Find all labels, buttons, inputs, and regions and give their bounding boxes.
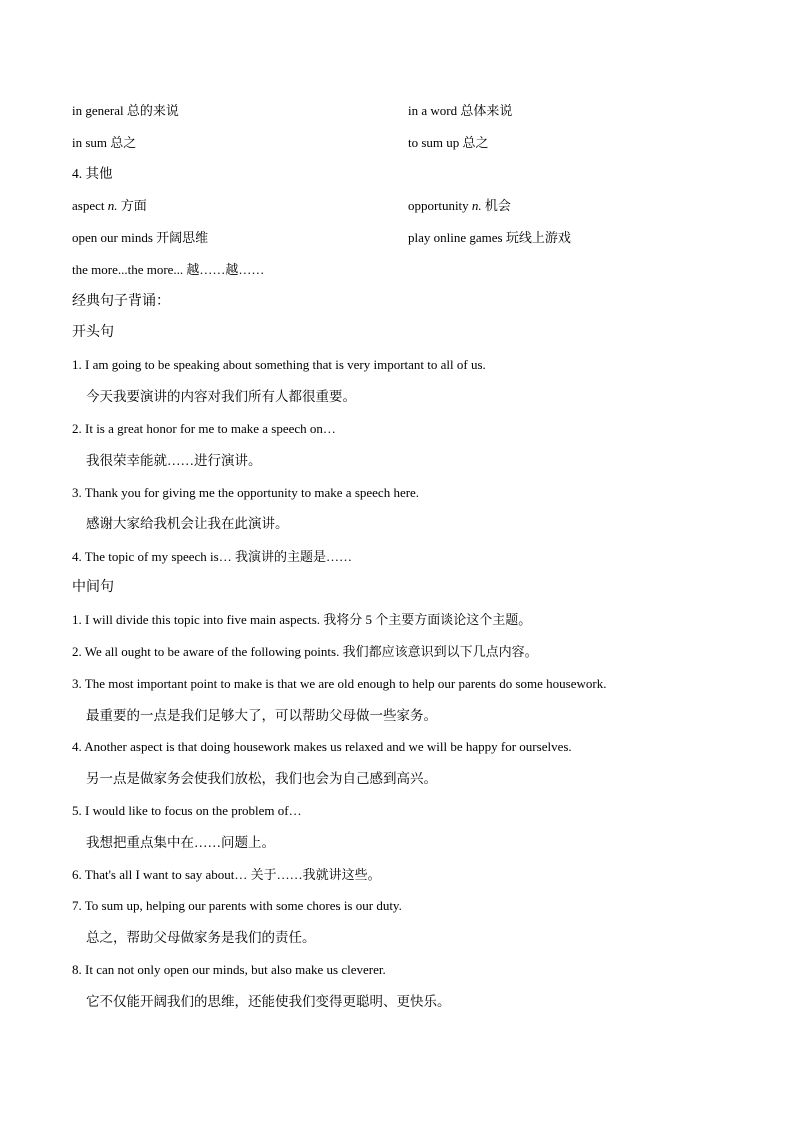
middle-sentence-3-en: 3. The most important point to make is that we are old enough to help our parents do some housework.: [72, 676, 607, 691]
middle-sentence-8-en: 8. It can not only open our minds, but also make us cleverer.: [72, 962, 386, 977]
section-other-heading: 4. 其他: [72, 166, 113, 181]
middle-sentence-6: 6. That's all I want to say about… 关于……我就讲这些。: [72, 867, 381, 882]
phrase-to-sum-up: to sum up 总之: [408, 135, 489, 150]
opening-sentence-3-en: 3. Thank you for giving me the opportunity to make a speech here.: [72, 485, 420, 500]
phrase-in-general: in general 总的来说: [72, 103, 179, 118]
phrase-in-sum: in sum 总之: [72, 135, 137, 150]
word-aspect: [72, 198, 147, 214]
word-opportunity-meaning: 机会: [481, 198, 511, 213]
phrase-the-more: the more...the more... 越……越……: [72, 262, 265, 277]
middle-sentence-5-en: 5. I would like to focus on the problem of…: [72, 803, 302, 818]
opening-sentence-1-zh: 今天我要演讲的内容对我们所有人都很重要。: [86, 389, 356, 404]
word-opportunity-pos: n.: [471, 198, 482, 213]
sentences-heading: 经典句子背诵：: [72, 294, 170, 309]
middle-sentence-1: 1. I will divide this topic into five main aspects. 我将分 5 个主要方面谈论这个主题。: [72, 612, 532, 627]
opening-sentence-2-zh: 我很荣幸能就……进行演讲。: [86, 453, 262, 468]
opening-sentence-3-zh: 感谢大家给我机会让我在此演讲。: [86, 516, 289, 531]
word-aspect-meaning: 方面: [117, 198, 147, 213]
middle-sentence-7-en: 7. To sum up, helping our parents with some chores is our duty.: [72, 898, 402, 913]
phrase-in-a-word: in a word 总体来说: [408, 103, 513, 118]
opening-sentence-2-en: 2. It is a great honor for me to make a speech on…: [72, 421, 336, 436]
word-opportunity-term: opportunity: [408, 198, 472, 213]
phrase-play-online-games: play online games 玩线上游戏: [408, 230, 571, 245]
middle-sentence-8-zh: 它不仅能开阔我们的思维，还能使我们变得更聪明、更快乐。: [86, 994, 451, 1009]
middle-sentence-2: 2. We all ought to be aware of the following points. 我们都应该意识到以下几点内容。: [72, 644, 538, 659]
middle-sentence-5-zh: 我想把重点集中在……问题上。: [86, 835, 275, 850]
word-opportunity: [408, 198, 511, 214]
middle-sentence-3-zh: 最重要的一点是我们足够大了，可以帮助父母做一些家务。: [86, 708, 437, 723]
opening-sentence-1-en: 1. I am going to be speaking about something that is very important to all of us.: [72, 357, 486, 372]
middle-heading: 中间句: [72, 580, 114, 595]
middle-sentence-4-zh: 另一点是做家务会使我们放松，我们也会为自己感到高兴。: [86, 771, 437, 786]
opening-sentence-4: 4. The topic of my speech is… 我演讲的主题是……: [72, 549, 352, 564]
phrase-open-our-minds: open our minds 开阔思维: [72, 230, 209, 245]
middle-sentence-7-zh: 总之，帮助父母做家务是我们的责任。: [86, 930, 316, 945]
middle-sentence-4-en: 4. Another aspect is that doing housework makes us relaxed and we will be happy for ourselves.: [72, 739, 572, 754]
opening-heading: 开头句: [72, 325, 114, 340]
word-aspect-pos: n.: [107, 198, 118, 213]
word-aspect-term: aspect: [72, 198, 108, 213]
